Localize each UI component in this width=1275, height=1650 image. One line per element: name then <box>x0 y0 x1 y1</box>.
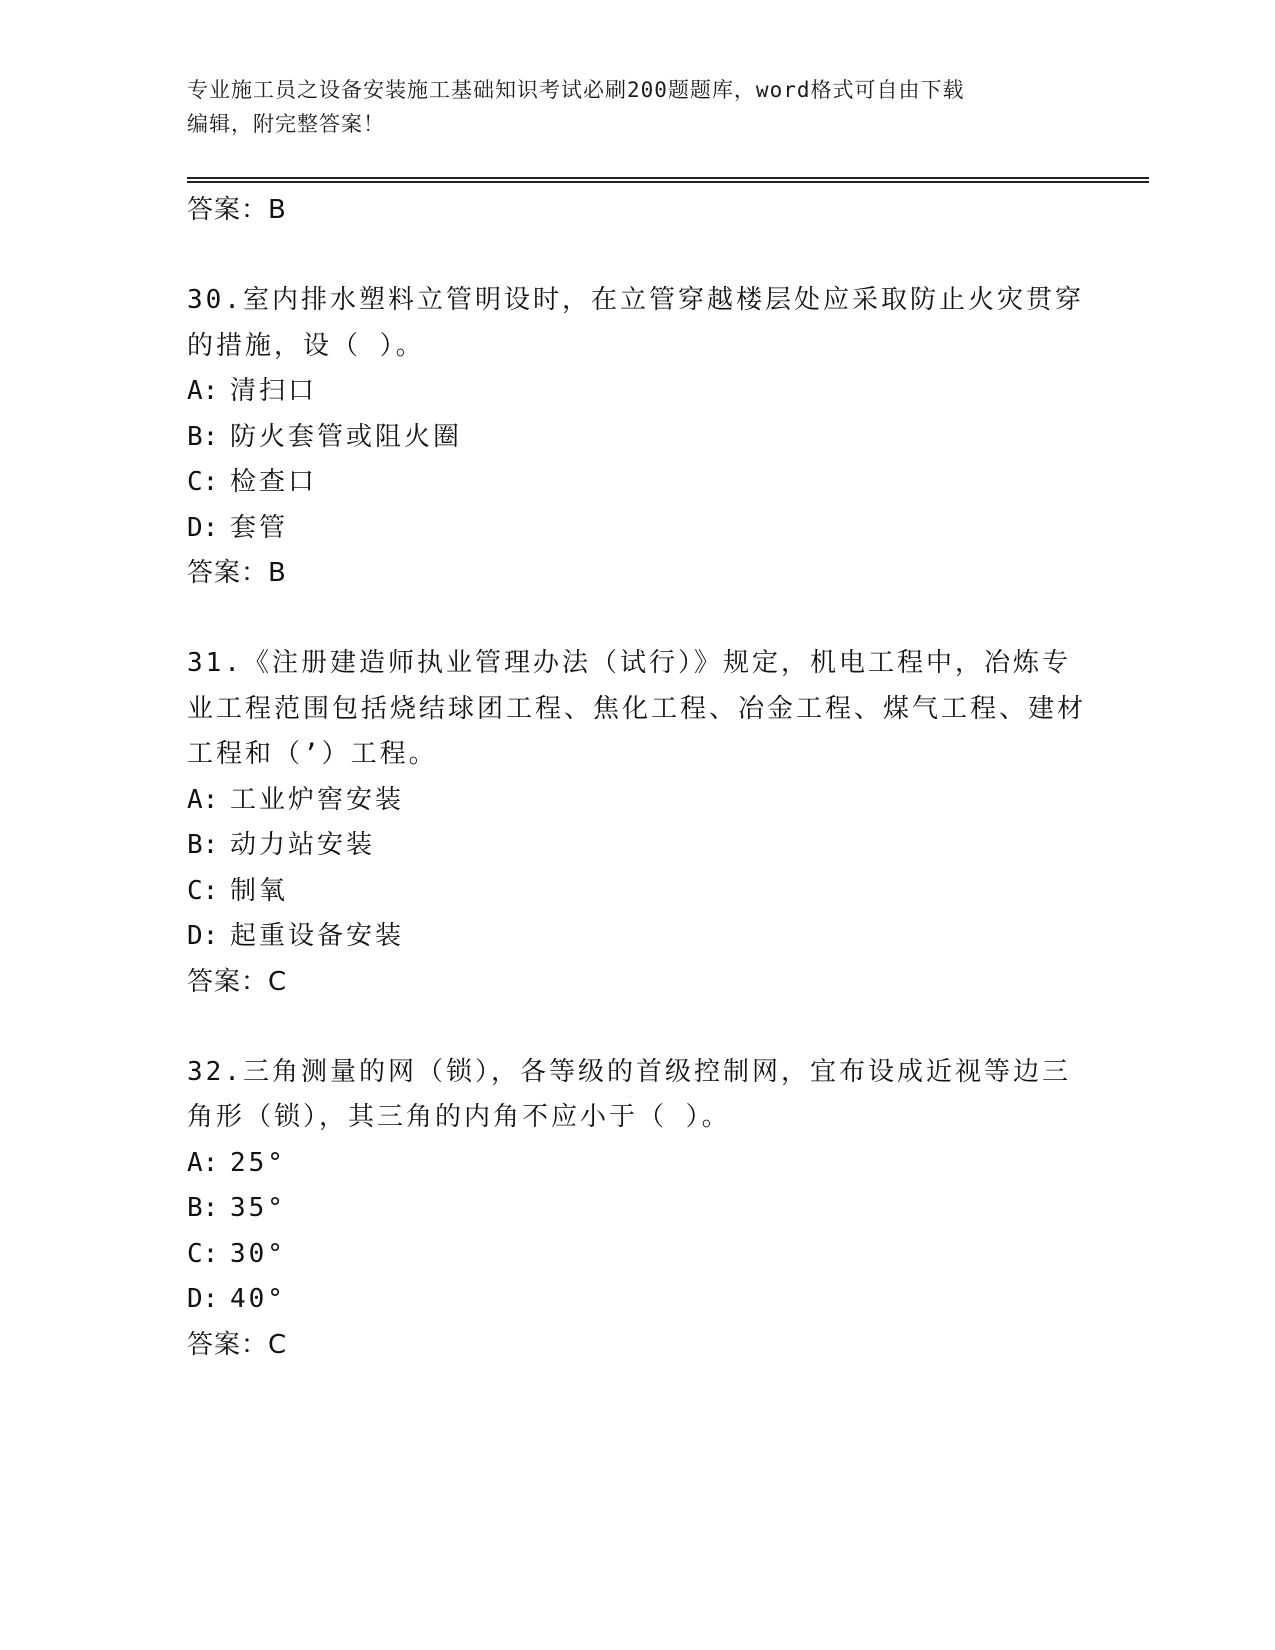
answer-line: 答案：B <box>187 195 287 225</box>
option-label: B: <box>187 1193 219 1223</box>
option-text: 清扫口 <box>230 376 318 406</box>
option-label: A: <box>187 376 219 406</box>
header-line-2: 编辑，附完整答案！ <box>187 112 385 136</box>
document-header <box>187 73 1067 141</box>
option-a <box>187 369 1087 415</box>
header-divider-bottom <box>187 181 1149 183</box>
option-label: A: <box>187 1147 219 1178</box>
option-b <box>187 823 1087 869</box>
option-text: 防火套管或阻火圈 <box>230 421 463 452</box>
header-line-1: 专业施工员之设备安装施工基础知识考试必刷200题题库，word格式可自由下载 <box>187 78 965 102</box>
answer-line: 答案：C <box>187 966 288 997</box>
option-label: B: <box>187 830 219 860</box>
option-b <box>187 1186 1087 1232</box>
option-text: 制氧 <box>230 875 289 906</box>
option-label: D: <box>187 921 219 951</box>
option-b <box>187 415 1087 461</box>
question-32 <box>187 1050 1087 1368</box>
option-d <box>187 506 1087 552</box>
question-list <box>187 188 1087 1368</box>
option-label: D: <box>187 1284 219 1314</box>
option-text: 25° <box>230 1147 286 1178</box>
option-a <box>187 1141 1087 1187</box>
option-label: A: <box>187 784 219 815</box>
answer-line: 答案：B <box>187 558 287 588</box>
answer-line: 答案：C <box>187 1329 288 1360</box>
option-d <box>187 1277 1087 1323</box>
option-text: 套管 <box>230 512 289 543</box>
option-text: 30° <box>230 1238 286 1269</box>
option-label: D: <box>187 512 219 543</box>
question-31 <box>187 641 1087 1005</box>
option-c <box>187 869 1087 915</box>
option-label: C: <box>187 875 219 906</box>
header-divider-top <box>187 177 1149 179</box>
option-text: 35° <box>230 1193 286 1223</box>
option-text: 40° <box>230 1284 286 1314</box>
option-d <box>187 914 1087 960</box>
option-label: C: <box>187 1238 219 1269</box>
option-text: 动力站安装 <box>230 830 376 860</box>
option-a <box>187 778 1087 824</box>
option-text: 工业炉窖安装 <box>230 784 405 815</box>
option-text: 检查口 <box>230 467 318 497</box>
option-label: C: <box>187 467 219 497</box>
question-30 <box>187 278 1087 596</box>
option-c <box>187 1232 1087 1278</box>
option-label: B: <box>187 421 219 452</box>
option-c <box>187 460 1087 506</box>
question-text: 30.室内排水塑料立管明设时，在立管穿越楼层处应采取防止火灾贯穿的措施，设（ ）。 <box>187 285 1084 361</box>
option-text: 起重设备安装 <box>230 921 405 951</box>
question-text: 32.三角测量的网（锁），各等级的首级控制网，宜布设成近视等边三角形（锁），其三角的内角不应小于（ ）。 <box>187 1056 1071 1132</box>
question-text: 31.《注册建造师执业管理办法（试行）》规定，机电工程中，冶炼专业工程范围包括烧结球团工程、焦化工程、冶金工程、煤气工程、建材工程和（’）工程。 <box>187 648 1087 769</box>
